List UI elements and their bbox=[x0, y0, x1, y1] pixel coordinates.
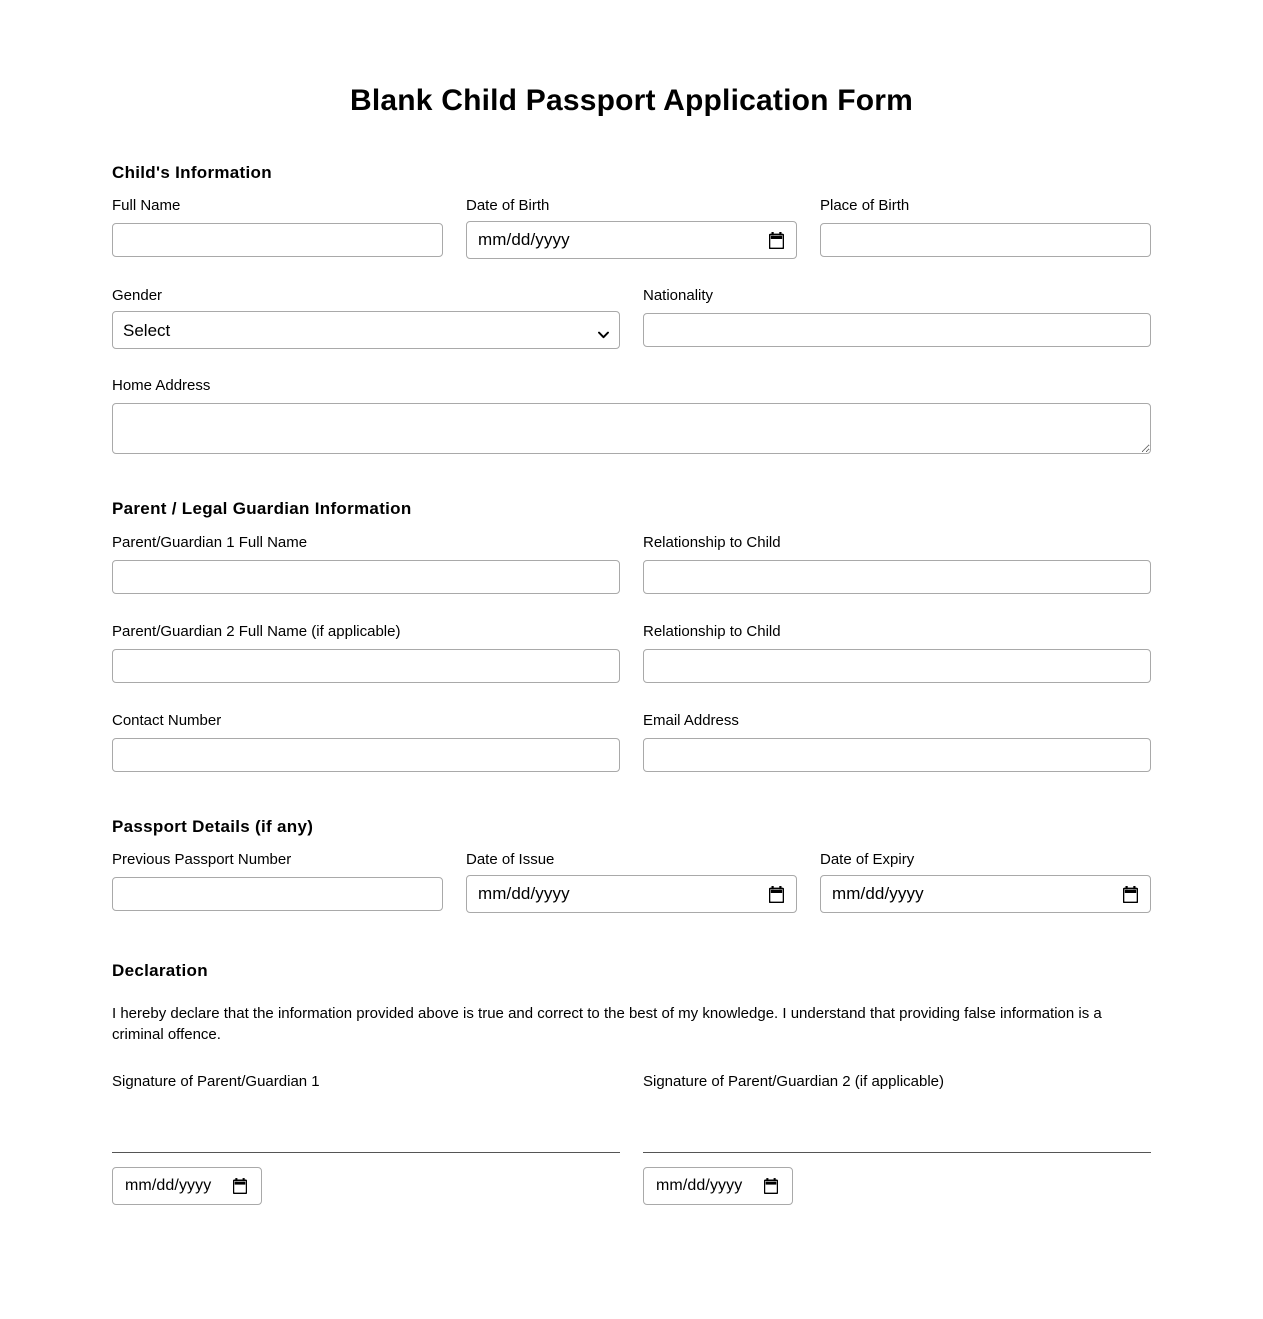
child-row-1 bbox=[112, 197, 1151, 259]
child-row-2 bbox=[112, 287, 1151, 349]
input-relationship-2[interactable] bbox=[643, 649, 1151, 683]
field-guardian1-name bbox=[112, 534, 620, 594]
field-relationship-1 bbox=[643, 534, 1151, 594]
parent-row-1 bbox=[112, 534, 1151, 594]
declaration-text: I hereby declare that the information provided above is true and correct to the best of my knowledge. I understand that providing false information is a criminal offence. bbox=[112, 1005, 1102, 1043]
label-gender: Gender bbox=[112, 287, 163, 304]
field-contact-number bbox=[112, 712, 620, 772]
input-signature-date-1[interactable] bbox=[112, 1167, 262, 1205]
field-signature-1 bbox=[112, 1073, 620, 1205]
signature-date-2-wrapper bbox=[643, 1161, 1151, 1205]
field-date-of-issue bbox=[466, 851, 797, 913]
child-row-3 bbox=[112, 377, 1151, 454]
field-place-of-birth bbox=[820, 197, 1151, 257]
field-signature-2 bbox=[643, 1073, 1151, 1205]
label-previous-passport-number: Previous Passport Number bbox=[112, 851, 292, 868]
label-contact-number: Contact Number bbox=[112, 712, 222, 729]
calendar-icon[interactable] bbox=[769, 886, 784, 908]
calendar-icon[interactable] bbox=[769, 232, 784, 254]
label-guardian1-name: Parent/Guardian 1 Full Name bbox=[112, 534, 308, 551]
gender-select-wrapper bbox=[112, 305, 620, 349]
section-heading-child-information: Child's Information bbox=[112, 163, 272, 182]
label-relationship-2: Relationship to Child bbox=[643, 623, 781, 640]
calendar-icon[interactable] bbox=[1123, 886, 1138, 908]
field-date-of-expiry bbox=[820, 851, 1151, 913]
input-date-of-expiry[interactable] bbox=[820, 875, 1151, 913]
signature-line-2[interactable] bbox=[643, 1091, 1151, 1153]
form-body bbox=[0, 163, 1263, 1205]
input-contact-number[interactable] bbox=[112, 738, 620, 772]
page-title: Blank Child Passport Application Form bbox=[349, 84, 913, 117]
input-guardian2-name[interactable] bbox=[112, 649, 620, 683]
input-guardian1-name[interactable] bbox=[112, 560, 620, 594]
input-date-of-issue[interactable] bbox=[466, 875, 797, 913]
label-relationship-1: Relationship to Child bbox=[643, 534, 781, 551]
signature-date-1-wrapper bbox=[112, 1161, 620, 1205]
input-full-name[interactable] bbox=[112, 223, 443, 257]
label-date-of-issue: Date of Issue bbox=[466, 851, 555, 868]
label-full-name: Full Name bbox=[112, 197, 181, 214]
label-date-of-expiry: Date of Expiry bbox=[820, 851, 915, 868]
input-email-address[interactable] bbox=[643, 738, 1151, 772]
signature-date-1-placeholder: mm/dd/yyyy bbox=[125, 1177, 212, 1194]
parent-row-3 bbox=[112, 712, 1151, 772]
field-full-name bbox=[112, 197, 443, 257]
signature-line-1[interactable] bbox=[112, 1091, 620, 1153]
input-relationship-1[interactable] bbox=[643, 560, 1151, 594]
date-of-expiry-placeholder: mm/dd/yyyy bbox=[832, 884, 924, 903]
input-nationality[interactable] bbox=[643, 313, 1151, 347]
signature-row bbox=[112, 1073, 1151, 1205]
label-signature-2: Signature of Parent/Guardian 2 (if applicable) bbox=[643, 1073, 945, 1090]
label-signature-1: Signature of Parent/Guardian 1 bbox=[112, 1073, 320, 1090]
field-guardian2-name bbox=[112, 623, 620, 683]
label-date-of-birth: Date of Birth bbox=[466, 197, 550, 214]
label-home-address: Home Address bbox=[112, 377, 211, 394]
label-place-of-birth: Place of Birth bbox=[820, 197, 910, 214]
input-date-of-birth[interactable] bbox=[466, 221, 797, 259]
field-nationality bbox=[643, 287, 1151, 347]
field-home-address bbox=[112, 377, 1151, 454]
calendar-icon[interactable] bbox=[764, 1178, 778, 1199]
input-place-of-birth[interactable] bbox=[820, 223, 1151, 257]
signature-date-2-placeholder: mm/dd/yyyy bbox=[656, 1177, 743, 1194]
label-guardian2-name: Parent/Guardian 2 Full Name (if applicable) bbox=[112, 623, 401, 640]
field-previous-passport-number bbox=[112, 851, 443, 911]
section-heading-declaration: Declaration bbox=[112, 961, 208, 980]
field-email-address bbox=[643, 712, 1151, 772]
calendar-icon[interactable] bbox=[233, 1178, 247, 1199]
label-nationality: Nationality bbox=[643, 287, 714, 304]
date-of-birth-placeholder: mm/dd/yyyy bbox=[478, 230, 570, 249]
section-heading-parent-information: Parent / Legal Guardian Information bbox=[112, 499, 412, 518]
passport-row-1 bbox=[112, 851, 1151, 913]
input-signature-date-2[interactable] bbox=[643, 1167, 793, 1205]
parent-row-2 bbox=[112, 623, 1151, 683]
input-home-address[interactable] bbox=[112, 403, 1151, 454]
input-previous-passport-number[interactable] bbox=[112, 877, 443, 911]
field-gender bbox=[112, 287, 620, 349]
label-email-address: Email Address bbox=[643, 712, 739, 729]
select-gender[interactable] bbox=[112, 311, 620, 349]
field-relationship-2 bbox=[643, 623, 1151, 683]
date-of-issue-placeholder: mm/dd/yyyy bbox=[478, 884, 570, 903]
field-date-of-birth bbox=[466, 197, 797, 259]
section-heading-passport-details: Passport Details (if any) bbox=[112, 817, 314, 836]
